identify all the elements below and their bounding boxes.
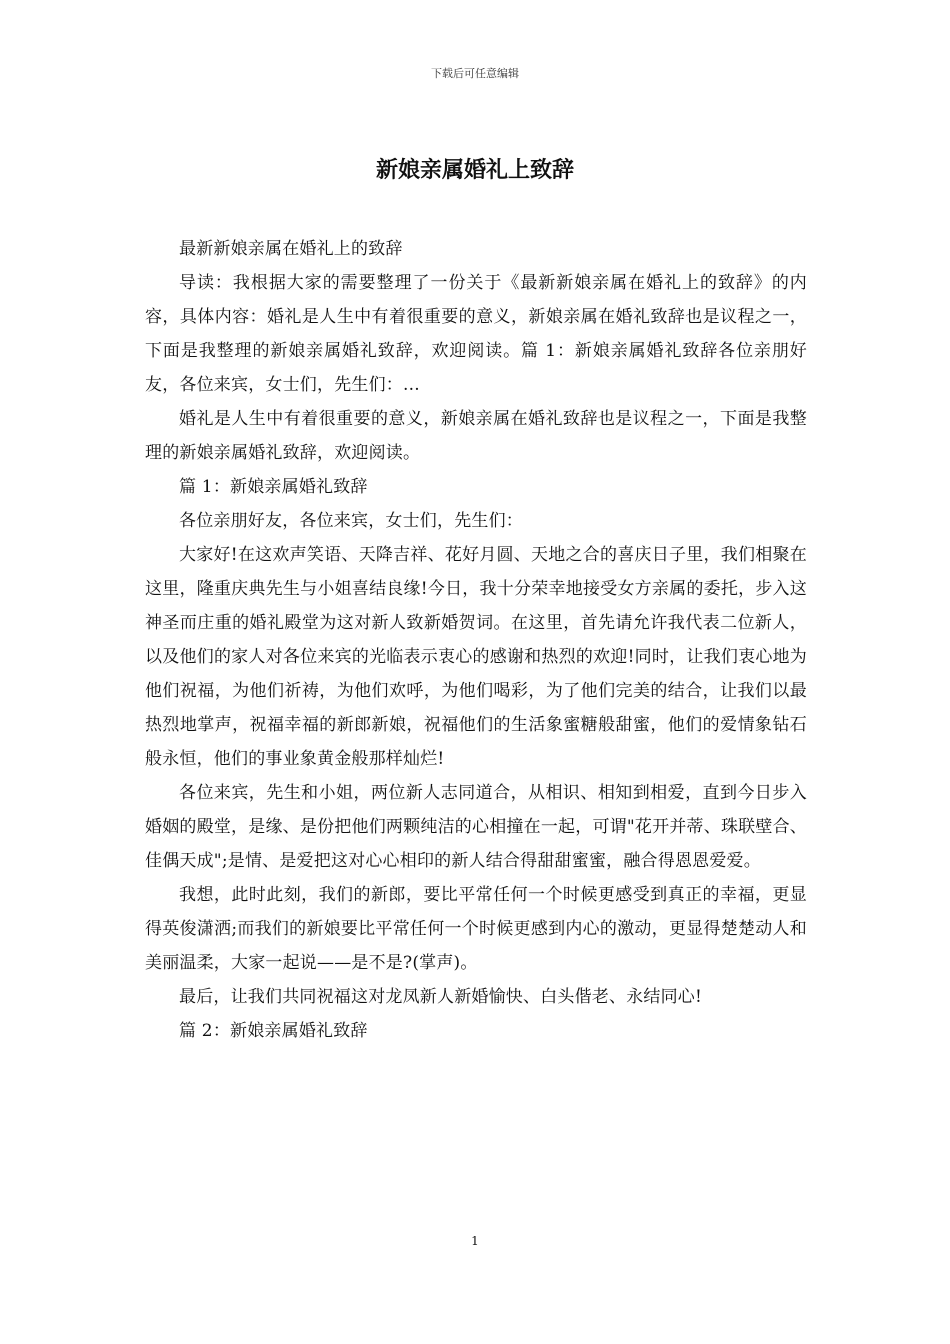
- page-number: 1: [471, 1234, 479, 1248]
- document-title: 新娘亲属婚礼上致辞: [375, 157, 574, 183]
- header-note: 下载后可任意编辑: [431, 67, 519, 80]
- paragraph-summary: 婚礼是人生中有着很重要的意义，新娘亲属在婚礼致辞也是议程之一，下面是我整理的新娘亲属婚礼致辞，欢迎阅读。: [145, 409, 807, 463]
- section-heading-1: 篇 1：新娘亲属婚礼致辞: [179, 477, 368, 497]
- paragraph-greeting: 大家好!在这欢声笑语、天降吉祥、花好月圆、天地之合的喜庆日子里，我们相聚在这里，隆重庆典先生与小姐喜结良缘!今日，我十分荣幸地接受女方亲属的委托，步入这神圣而庄重的婚礼殿堂为这对新人致新婚贺词。在这里，首先请允许我代表二位新人，以及他们的家人对各位来宾的光临表示衷心的感谢和热烈的欢迎!同时，让我们衷心地为他们祝福，为他们祈祷，为他们欢呼，为他们喝彩，为了他们完美的结合，让我们以最热烈地掌声，祝福幸福的新郎新娘，祝福他们的生活象蜜糖般甜蜜，他们的爱情象钻石般永恒，他们的事业象黄金般那样灿烂!: [145, 545, 807, 769]
- document-body: [145, 232, 807, 1048]
- paragraph-subtitle: 最新新娘亲属在婚礼上的致辞: [179, 239, 403, 259]
- paragraph-moment: 我想，此时此刻，我们的新郎，要比平常任何一个时候更感受到真正的幸福，更显得英俊潇洒;而我们的新娘要比平常任何一个时候更感到内心的激动，更显得楚楚动人和美丽温柔，大家一起说——是不是?(掌声)。: [145, 885, 807, 973]
- paragraph-intro: 导读：我根据大家的需要整理了一份关于《最新新娘亲属在婚礼上的致辞》的内容，具体内容：婚礼是人生中有着很重要的意义，新娘亲属在婚礼致辞也是议程之一，下面是我整理的新娘亲属婚礼致辞，欢迎阅读。篇 1：新娘亲属婚礼致辞各位亲朋好友，各位来宾，女士们，先生们：...: [145, 273, 807, 395]
- paragraph-closing: 最后，让我们共同祝福这对龙凤新人新婚愉快、白头偕老、永结同心!: [179, 987, 703, 1007]
- paragraph-couple: 各位来宾，先生和小姐，两位新人志同道合，从相识、相知到相爱，直到今日步入婚姻的殿堂，是缘、是份把他们两颗纯洁的心相撞在一起，可谓"花开并蒂、珠联壁合、佳偶天成";是情、是爱把这对心心相印的新人结合得甜甜蜜蜜，融合得恩恩爱爱。: [145, 783, 807, 871]
- paragraph-salutation: 各位亲朋好友，各位来宾，女士们，先生们：: [179, 511, 523, 531]
- section-heading-2: 篇 2：新娘亲属婚礼致辞: [179, 1021, 368, 1041]
